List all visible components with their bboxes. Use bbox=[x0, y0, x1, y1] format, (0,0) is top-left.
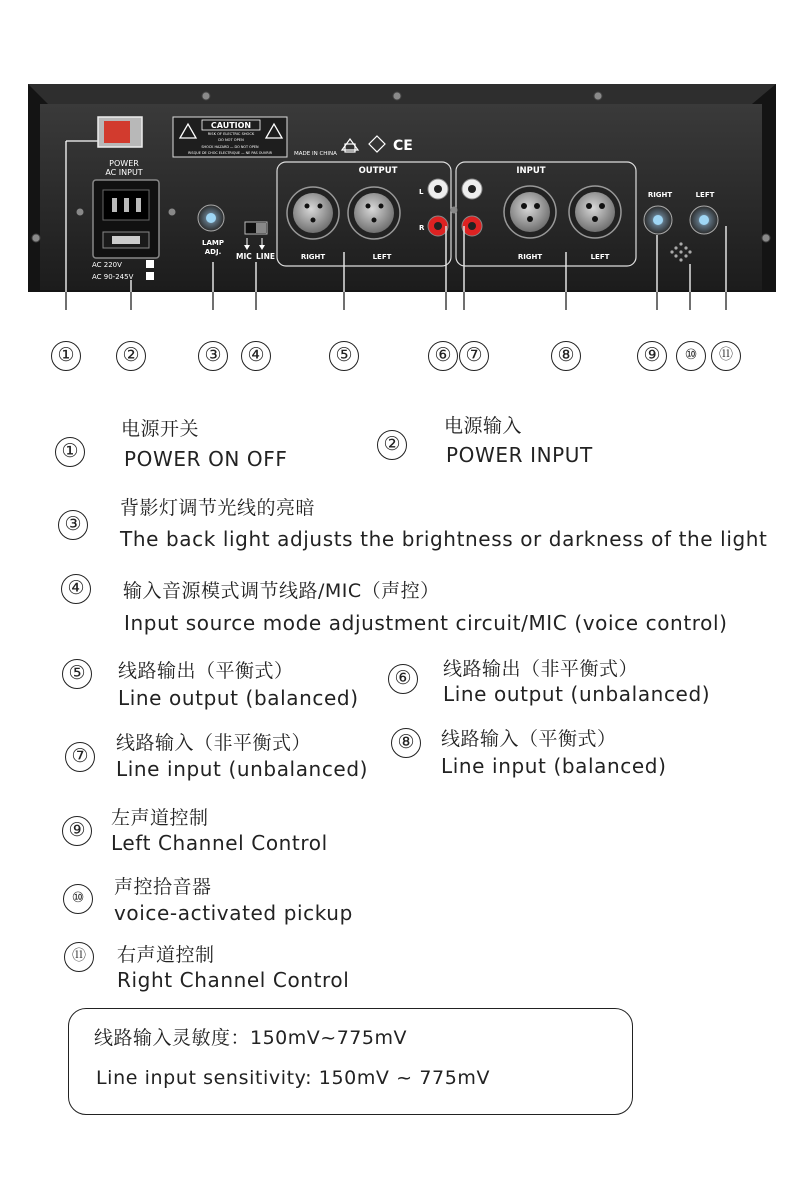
xlr-output-right bbox=[287, 187, 339, 239]
callout-2: ② bbox=[116, 341, 146, 371]
sensitivity-note-zh: 线路输入灵敏度：150mV~775mV bbox=[94, 1027, 407, 1049]
legend-num-6: ⑥ bbox=[388, 664, 418, 694]
callout-1: ① bbox=[51, 341, 81, 371]
callout-7: ⑦ bbox=[459, 341, 489, 371]
svg-text:RISK OF ELECTRIC SHOCK: RISK OF ELECTRIC SHOCK bbox=[207, 132, 255, 136]
legend-zh-4: 输入音源模式调节线路/MIC（声控） bbox=[123, 580, 440, 602]
legend-en-5: Line output (balanced) bbox=[118, 686, 359, 710]
legend-num-10: ⑩ bbox=[63, 884, 93, 914]
svg-text:RIGHT: RIGHT bbox=[647, 191, 673, 199]
xlr-output-left bbox=[348, 187, 400, 239]
power-label: POWER bbox=[109, 159, 139, 168]
legend-num-1: ① bbox=[55, 437, 85, 467]
legend-zh-5: 线路输出（平衡式） bbox=[118, 660, 294, 682]
svg-text:LAMP: LAMP bbox=[202, 239, 224, 247]
legend-num-4: ④ bbox=[61, 574, 91, 604]
svg-text:RIGHT: RIGHT bbox=[300, 253, 326, 261]
legend-zh-7: 线路输入（非平衡式） bbox=[116, 732, 312, 754]
ac220-label: AC 220V bbox=[92, 261, 122, 269]
svg-text:OUTPUT: OUTPUT bbox=[358, 166, 398, 176]
callout-8: ⑧ bbox=[551, 341, 581, 371]
callout-10: ⑩ bbox=[676, 341, 706, 371]
legend-zh-1: 电源开关 bbox=[121, 418, 200, 440]
ac-input-label: AC INPUT bbox=[105, 168, 143, 177]
legend-en-3: The back light adjusts the brightness or darkness of the light bbox=[120, 527, 768, 551]
svg-text:CAUTION: CAUTION bbox=[210, 121, 252, 130]
svg-text:LEFT: LEFT bbox=[590, 253, 610, 261]
legend-zh-2: 电源输入 bbox=[444, 415, 523, 437]
xlr-input-left bbox=[569, 186, 621, 238]
svg-text:L: L bbox=[419, 188, 424, 196]
legend-zh-9: 左声道控制 bbox=[111, 807, 209, 829]
xlr-input-right bbox=[504, 186, 556, 238]
svg-text:INPUT: INPUT bbox=[516, 166, 546, 176]
made-in-china: MADE IN CHINA bbox=[294, 151, 337, 157]
svg-text:DO NOT OPEN: DO NOT OPEN bbox=[218, 138, 244, 142]
legend-en-7: Line input (unbalanced) bbox=[116, 757, 369, 781]
svg-text:SHOCK HAZARD — DO NOT OPEN: SHOCK HAZARD — DO NOT OPEN bbox=[201, 145, 259, 149]
legend-zh-10: 声控拾音器 bbox=[114, 876, 212, 898]
legend-num-9: ⑨ bbox=[62, 816, 92, 846]
callout-11: ⑪ bbox=[711, 341, 741, 371]
legend-en-4: Input source mode adjustment circuit/MIC (voice control) bbox=[124, 611, 728, 635]
rear-panel-illustration bbox=[0, 0, 800, 310]
ac90-label: AC 90-245V bbox=[92, 273, 134, 281]
callout-6: ⑥ bbox=[428, 341, 458, 371]
legend-en-11: Right Channel Control bbox=[117, 968, 350, 992]
svg-text:LEFT: LEFT bbox=[372, 253, 392, 261]
svg-text:MIC: MIC bbox=[236, 252, 252, 261]
svg-text:LINE: LINE bbox=[256, 252, 275, 261]
legend-en-8: Line input (balanced) bbox=[441, 754, 667, 778]
svg-text:LEFT: LEFT bbox=[695, 191, 715, 199]
legend-en-6: Line output (unbalanced) bbox=[443, 682, 711, 706]
legend-num-7: ⑦ bbox=[65, 742, 95, 772]
legend-num-2: ② bbox=[377, 430, 407, 460]
svg-text:ADJ.: ADJ. bbox=[204, 248, 222, 256]
caution-label bbox=[173, 117, 287, 157]
callout-5: ⑤ bbox=[329, 341, 359, 371]
svg-text:R: R bbox=[419, 224, 425, 232]
legend-en-9: Left Channel Control bbox=[111, 831, 328, 855]
callout-9: ⑨ bbox=[637, 341, 667, 371]
legend-num-5: ⑤ bbox=[62, 659, 92, 689]
ce-mark: CE bbox=[393, 138, 413, 154]
sensitivity-note-en: Line input sensitivity: 150mV ~ 775mV bbox=[96, 1067, 491, 1089]
legend-num-3: ③ bbox=[58, 510, 88, 540]
legend-zh-6: 线路输出（非平衡式） bbox=[443, 658, 639, 680]
legend-en-2: POWER INPUT bbox=[446, 443, 593, 467]
legend-num-11: ⑪ bbox=[64, 942, 94, 972]
svg-text:RIGHT: RIGHT bbox=[517, 253, 543, 261]
callout-4: ④ bbox=[241, 341, 271, 371]
legend-en-10: voice-activated pickup bbox=[114, 901, 353, 925]
legend-zh-8: 线路输入（平衡式） bbox=[441, 728, 617, 750]
legend-zh-11: 右声道控制 bbox=[117, 944, 215, 966]
callout-3: ③ bbox=[198, 341, 228, 371]
svg-text:RISQUE DE CHOC ELECTRIQUE — NE: RISQUE DE CHOC ELECTRIQUE — NE PAS OUVRIR bbox=[188, 151, 272, 155]
legend-zh-3: 背影灯调节光线的亮暗 bbox=[120, 497, 316, 519]
legend-en-1: POWER ON OFF bbox=[124, 447, 288, 471]
legend-num-8: ⑧ bbox=[391, 728, 421, 758]
